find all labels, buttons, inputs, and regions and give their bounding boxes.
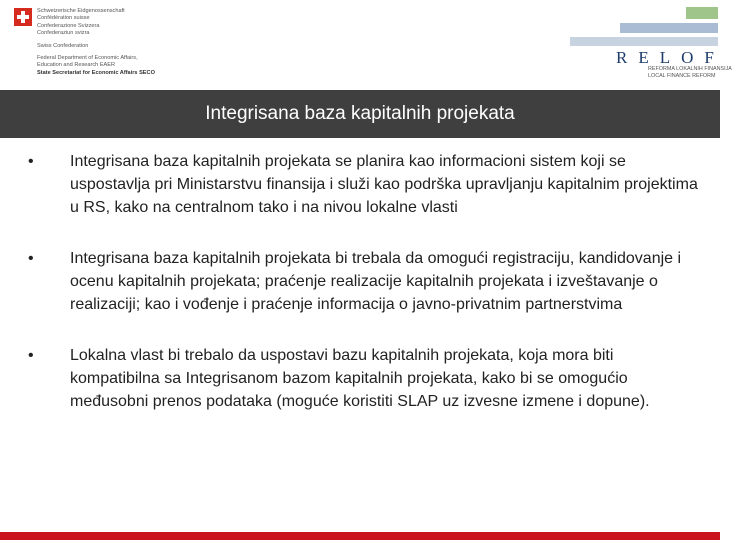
swiss-logo-text bbox=[37, 8, 155, 77]
bullet-icon: • bbox=[28, 250, 34, 267]
bullet-text: Lokalna vlast bi trebalo da uspostavi bazu kapitalnih projekata, koja mora biti kompatibilna sa Integrisanom bazom kapitalnih projekata, kako bi se omogućio međusobni prenos podataka (moguće koristiti SLAP uz izvesne izmene i dopune). bbox=[70, 347, 650, 410]
logo-bar-blue bbox=[620, 23, 718, 33]
swiss-dept-line: Education and Research EAER bbox=[37, 62, 116, 69]
logo-bar-green bbox=[686, 7, 718, 19]
relof-subtitle-line: REFORMA LOKALNIH FINANSIJA bbox=[648, 66, 732, 72]
bottom-divider bbox=[0, 532, 720, 540]
bullet-icon: • bbox=[28, 153, 34, 170]
slide-title: Integrisana baza kapitalnih projekata bbox=[205, 103, 515, 124]
swiss-dept-line: Federal Department of Economic Affairs, bbox=[37, 54, 138, 61]
bullet-text: Integrisana baza kapitalnih projekata se planira kao informacioni sistem koji se uspostavlja pri Ministarstvu finansija i služi kao podrška upravljanju kapitalnim projektima u RS, kako na centralnom tako i na nivou lokalne vlasti bbox=[70, 153, 698, 216]
bullet-item bbox=[28, 150, 700, 219]
bullet-text: Integrisana baza kapitalnih projekata bi trebala da omogući registraciju, kandidovanje i ocenu kapitalnih projekata; praćenje realizacije kapitalnih projekata i izveštavanje o realizaciji; kao i vođenje i praćenje informacija o javno-privatnim partnerstvima bbox=[70, 250, 682, 313]
bullet-icon: • bbox=[28, 347, 34, 364]
swiss-line: Confédération suisse bbox=[37, 15, 90, 22]
swiss-flag-icon bbox=[14, 8, 32, 26]
relof-subtitle-line: LOCAL FINANCE REFORM bbox=[648, 73, 716, 79]
bullet-item bbox=[28, 344, 700, 413]
relof-logo bbox=[570, 6, 732, 84]
bullet-list bbox=[28, 150, 700, 441]
logo-bar-light bbox=[570, 37, 718, 46]
swiss-secretariat: State Secretariat for Economic Affairs SECO bbox=[37, 69, 155, 76]
swiss-confederation-logo bbox=[14, 8, 214, 86]
bullet-item bbox=[28, 247, 700, 316]
swiss-confederation-label: Swiss Confederation bbox=[37, 42, 89, 49]
swiss-line: Confederaziun svizra bbox=[37, 30, 90, 37]
swiss-line: Confederazione Svizzera bbox=[37, 22, 100, 29]
swiss-line: Schweizerische Eidgenossenschaft bbox=[37, 8, 125, 14]
relof-wordmark: RELOF bbox=[616, 48, 725, 67]
title-band bbox=[0, 90, 720, 138]
relof-subtitle bbox=[648, 66, 732, 80]
